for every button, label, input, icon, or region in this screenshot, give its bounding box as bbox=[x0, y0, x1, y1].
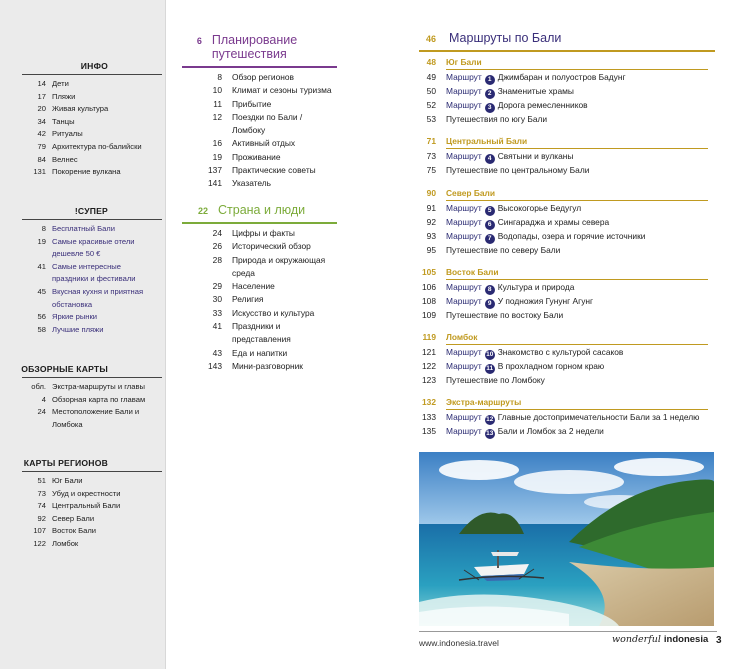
route-entry-text bbox=[436, 150, 573, 164]
sidebar-section-title: КАРТЫ РЕГИОНОВ bbox=[23, 458, 108, 468]
route-group-heading[interactable] bbox=[396, 56, 715, 68]
route-word: Маршрут bbox=[446, 295, 482, 306]
page-number: 143 bbox=[208, 360, 222, 371]
entry-label: Бали и Ломбок за 2 недели bbox=[497, 426, 604, 437]
page-number: 75 bbox=[426, 165, 436, 176]
route-group-divider bbox=[446, 344, 708, 345]
route-entry-text bbox=[436, 244, 560, 257]
route-entry-text bbox=[436, 216, 609, 230]
page-number: 16 bbox=[212, 138, 222, 149]
route-entry[interactable] bbox=[396, 281, 715, 295]
route-entry-text bbox=[436, 346, 623, 360]
section-page-number: 6 bbox=[196, 36, 202, 46]
entry-label: Лучшие пляжи bbox=[52, 324, 104, 334]
route-group-heading[interactable] bbox=[396, 396, 715, 408]
route-word: Маршрут bbox=[446, 151, 482, 162]
route-group-heading[interactable] bbox=[396, 266, 715, 278]
page-number: 106 bbox=[422, 281, 436, 292]
entry-label: У подножия Гунунг Агунг bbox=[497, 295, 594, 306]
toc-entry[interactable] bbox=[182, 280, 337, 293]
entry-label: Население bbox=[232, 281, 275, 292]
sidebar-entry[interactable] bbox=[22, 381, 162, 394]
sidebar-entry[interactable] bbox=[22, 513, 162, 526]
entry-label: Архитектура по-балийски bbox=[52, 141, 142, 151]
route-group-divider bbox=[446, 409, 708, 410]
entry-label: Путешествие по Ломбоку bbox=[446, 375, 545, 386]
page-number: 121 bbox=[422, 347, 436, 358]
page-number: 24 bbox=[37, 407, 46, 417]
page-number: 4 bbox=[41, 394, 46, 404]
page-number: 34 bbox=[37, 116, 46, 126]
toc-entry[interactable] bbox=[182, 320, 337, 347]
entry-label: Дети bbox=[52, 79, 69, 88]
entry-label: Пляжи bbox=[52, 91, 76, 101]
entry-label: Сингараджа и храмы севера bbox=[497, 216, 610, 227]
entry-label: Поездки по Бали / Ломбоку bbox=[232, 111, 303, 136]
page-number: 30 bbox=[212, 294, 222, 305]
route-word: Маршрут bbox=[446, 86, 482, 96]
page-number: 93 bbox=[426, 230, 436, 241]
route-word: Маршрут bbox=[446, 230, 482, 241]
route-word: Маршрут bbox=[446, 347, 482, 358]
route-entry[interactable] bbox=[396, 216, 715, 230]
route-entry-text bbox=[436, 113, 547, 126]
route-group-divider bbox=[446, 200, 708, 201]
page-number: 50 bbox=[426, 86, 436, 96]
section-divider bbox=[182, 66, 337, 68]
route-number-badge: 5 bbox=[485, 206, 495, 216]
route-group-title: Юг Бали bbox=[446, 57, 482, 67]
route-entry-text bbox=[436, 230, 645, 244]
page-number: 8 bbox=[41, 224, 46, 233]
page-number: 41 bbox=[37, 261, 46, 271]
section-page-number: 46 bbox=[425, 34, 436, 44]
sidebar-entry[interactable] bbox=[22, 166, 162, 179]
page-number: 58 bbox=[37, 324, 46, 334]
route-entry[interactable] bbox=[396, 85, 715, 99]
route-group bbox=[396, 396, 715, 439]
route-number-badge: 4 bbox=[485, 154, 495, 164]
page-number: 10 bbox=[212, 85, 222, 96]
page-number: 79 bbox=[37, 141, 46, 151]
page-number: 53 bbox=[426, 114, 436, 124]
route-entry[interactable] bbox=[396, 346, 715, 360]
sidebar-entry[interactable] bbox=[22, 286, 162, 311]
entry-label: Мини-разговорник bbox=[232, 360, 303, 371]
sidebar-entry[interactable] bbox=[22, 311, 162, 324]
page-number: 12 bbox=[212, 111, 222, 122]
page-number: 14 bbox=[37, 79, 46, 88]
entry-label: Обзорная карта по главам bbox=[52, 394, 146, 404]
route-entry-text bbox=[436, 295, 593, 309]
toc-entry[interactable] bbox=[182, 293, 337, 306]
planning-section bbox=[182, 33, 337, 191]
entry-label: Вкусная кухня и приятная обстановка bbox=[52, 286, 144, 309]
entry-label: Путешествие по центральному Бали bbox=[446, 165, 590, 176]
divider bbox=[22, 471, 162, 472]
route-group-divider bbox=[446, 148, 708, 149]
route-number-badge: 1 bbox=[485, 75, 495, 85]
section-divider bbox=[182, 222, 337, 224]
page-number: 91 bbox=[426, 202, 436, 213]
wonderful-indonesia-logo bbox=[612, 634, 708, 645]
route-entry[interactable] bbox=[396, 244, 715, 257]
entry-label: Убуд и окрестности bbox=[52, 488, 121, 498]
entry-label: Ломбок bbox=[52, 538, 79, 548]
entry-label: Танцы bbox=[52, 116, 75, 126]
page-number: 19 bbox=[212, 151, 222, 162]
toc-entry[interactable] bbox=[182, 137, 337, 150]
section-divider bbox=[419, 50, 715, 52]
route-group-title: Экстра-маршруты bbox=[446, 397, 522, 408]
toc-entry[interactable] bbox=[182, 71, 337, 84]
toc-entry[interactable] bbox=[182, 347, 337, 360]
route-group-title: Ломбок bbox=[446, 332, 478, 343]
page-number: 74 bbox=[37, 501, 46, 511]
page-number: 11 bbox=[213, 98, 222, 109]
entry-label: Путешествие по востоку Бали bbox=[446, 309, 564, 320]
entry-label: Указатель bbox=[232, 178, 272, 189]
toc-entry[interactable] bbox=[182, 151, 337, 164]
route-entry-text bbox=[436, 309, 563, 322]
page-number: 29 bbox=[212, 281, 222, 292]
route-number-badge: 6 bbox=[485, 220, 495, 230]
entry-label: Праздники и представления bbox=[232, 321, 291, 345]
toc-entry[interactable] bbox=[182, 240, 337, 253]
entry-label: Святыни и вулканы bbox=[497, 151, 574, 162]
route-group-divider bbox=[446, 279, 708, 280]
entry-label: Джимбаран и полуостров Бадунг bbox=[497, 72, 626, 82]
toc-entry[interactable] bbox=[182, 98, 337, 111]
sidebar-entry[interactable] bbox=[22, 538, 162, 551]
route-entry-text bbox=[436, 71, 626, 85]
entry-label: Исторический обзор bbox=[232, 241, 311, 252]
route-entry-text bbox=[436, 99, 588, 113]
route-group bbox=[396, 187, 715, 257]
page-number: 71 bbox=[426, 136, 436, 147]
sidebar-section-title: ОБЗОРНЫЕ КАРТЫ bbox=[21, 364, 108, 374]
route-entry[interactable] bbox=[396, 374, 715, 387]
entry-label: Север Бали bbox=[52, 513, 95, 523]
routes-section bbox=[403, 31, 715, 439]
entry-label: Путешествие по северу Бали bbox=[446, 244, 561, 255]
sidebar-entry[interactable] bbox=[22, 236, 162, 261]
page-number: 28 bbox=[212, 254, 222, 265]
route-number-badge: 3 bbox=[485, 103, 495, 113]
page-number: 20 bbox=[37, 104, 46, 114]
page-number: 41 bbox=[212, 321, 222, 332]
page-number: 52 bbox=[426, 100, 436, 110]
sidebar-entry[interactable] bbox=[22, 500, 162, 513]
page-number: 45 bbox=[37, 286, 46, 296]
logo-text-wonderful: wonderful bbox=[612, 634, 664, 645]
route-entry[interactable] bbox=[396, 99, 715, 113]
route-group-heading[interactable] bbox=[396, 331, 715, 343]
route-entry[interactable] bbox=[396, 164, 715, 177]
page-number: 84 bbox=[37, 154, 46, 164]
route-number-badge: 12 bbox=[486, 416, 494, 424]
route-number-badge: 10 bbox=[486, 351, 494, 359]
entry-label: Восток Бали bbox=[52, 526, 97, 536]
sidebar-entry[interactable] bbox=[22, 475, 162, 488]
sidebar-entry[interactable] bbox=[22, 324, 162, 337]
country-section bbox=[182, 203, 337, 373]
entry-label: Климат и сезоны туризма bbox=[232, 85, 332, 96]
route-word: Маршрут bbox=[446, 100, 482, 110]
page-number: 123 bbox=[422, 375, 436, 386]
section-title: Планирование путешествия bbox=[211, 33, 298, 61]
entry-label: Самые красивые отели дешевле 50 € bbox=[52, 236, 135, 259]
sidebar-entry[interactable] bbox=[22, 116, 162, 129]
toc-entry[interactable] bbox=[182, 177, 337, 190]
page-number: 42 bbox=[37, 129, 46, 139]
beach-photo bbox=[419, 452, 714, 626]
page-number: 92 bbox=[37, 513, 46, 523]
sidebar-entry[interactable] bbox=[22, 223, 162, 236]
page-number: 56 bbox=[37, 312, 46, 322]
toc-entry[interactable] bbox=[182, 164, 337, 177]
entry-label: В прохладном горном краю bbox=[497, 361, 605, 372]
sidebar bbox=[0, 0, 166, 669]
route-entry-text bbox=[436, 202, 581, 216]
route-group-heading[interactable] bbox=[396, 135, 715, 147]
sidebar-info-section bbox=[22, 61, 162, 179]
footer-url[interactable]: www.indonesia.travel bbox=[419, 638, 499, 648]
route-word: Маршрут bbox=[446, 281, 482, 292]
entry-label: Природа и окружающая среда bbox=[232, 254, 326, 278]
page-number: обл. bbox=[31, 382, 46, 391]
toc-entry[interactable] bbox=[182, 84, 337, 97]
page-number: 107 bbox=[33, 526, 46, 536]
route-group-title: Восток Бали bbox=[446, 266, 499, 277]
route-entry-text bbox=[436, 85, 574, 99]
route-word: Маршрут bbox=[446, 72, 482, 82]
page-number: 122 bbox=[422, 361, 436, 372]
toc-entry[interactable] bbox=[182, 254, 337, 281]
route-entry[interactable] bbox=[396, 71, 715, 85]
route-group bbox=[396, 331, 715, 387]
route-word: Маршрут bbox=[446, 361, 482, 372]
entry-label: Бесплатный Бали bbox=[52, 224, 115, 233]
page-number: 19 bbox=[37, 236, 46, 246]
route-number-badge: 2 bbox=[485, 89, 495, 99]
route-group-divider bbox=[446, 69, 708, 70]
entry-label: Проживание bbox=[232, 151, 281, 162]
divider bbox=[22, 219, 162, 220]
page-number: 8 bbox=[217, 72, 222, 82]
route-word: Маршрут bbox=[446, 426, 482, 437]
section-title: Страна и люди bbox=[218, 203, 306, 217]
page-number: 131 bbox=[33, 167, 46, 177]
page-number: 132 bbox=[422, 397, 436, 408]
route-number-badge: 8 bbox=[485, 285, 495, 295]
toc-entry[interactable] bbox=[182, 111, 337, 138]
sidebar-entry[interactable] bbox=[22, 488, 162, 501]
sidebar-section-title: ИНФО bbox=[80, 61, 108, 71]
route-group bbox=[396, 135, 715, 177]
route-group-title: Север Бали bbox=[446, 187, 495, 198]
route-entry-text bbox=[436, 360, 604, 374]
entry-label: Живая культура bbox=[52, 104, 109, 114]
route-entry[interactable] bbox=[396, 202, 715, 216]
route-number-badge: 11 bbox=[486, 365, 494, 373]
toc-entry[interactable] bbox=[182, 360, 337, 373]
route-entry[interactable] bbox=[396, 411, 715, 425]
footer-divider bbox=[419, 631, 717, 632]
entry-label: Еда и напитки bbox=[232, 347, 288, 358]
route-entry[interactable] bbox=[396, 113, 715, 126]
route-word: Маршрут bbox=[446, 216, 482, 227]
entry-label: Дорога ремесленников bbox=[497, 100, 588, 110]
page-number: 49 bbox=[426, 72, 436, 82]
sidebar-region-maps-section bbox=[22, 458, 162, 551]
route-group-title: Центральный Бали bbox=[446, 136, 528, 147]
sidebar-entry[interactable] bbox=[22, 406, 162, 431]
route-entry[interactable] bbox=[396, 295, 715, 309]
page-number: 135 bbox=[422, 426, 436, 437]
route-entry-text bbox=[436, 164, 589, 177]
entry-label: Высокогорье Бедугул bbox=[497, 202, 582, 213]
page-number: 17 bbox=[37, 91, 46, 101]
page-number: 95 bbox=[426, 244, 436, 255]
divider bbox=[22, 377, 162, 378]
page-number: 51 bbox=[37, 476, 46, 485]
route-entry[interactable] bbox=[396, 230, 715, 244]
entry-label: Центральный Бали bbox=[52, 501, 121, 511]
page-number: 43 bbox=[212, 347, 222, 358]
route-number-badge: 7 bbox=[485, 234, 495, 244]
sidebar-entry[interactable] bbox=[22, 128, 162, 141]
route-word: Маршрут bbox=[446, 412, 482, 423]
entry-label: Покорение вулкана bbox=[52, 167, 121, 177]
page-number: 119 bbox=[422, 332, 436, 343]
entry-label: Культура и природа bbox=[497, 281, 575, 292]
page-number: 122 bbox=[33, 538, 46, 548]
entry-label: Яркие рынки bbox=[52, 312, 98, 322]
sidebar-entry[interactable] bbox=[22, 154, 162, 167]
sidebar-super-section bbox=[22, 206, 162, 336]
route-word: Маршрут bbox=[446, 202, 482, 213]
route-entry-text bbox=[436, 411, 699, 425]
page-number: 108 bbox=[422, 295, 436, 306]
entry-label: Ритуалы bbox=[52, 129, 83, 139]
route-group-heading[interactable] bbox=[396, 187, 715, 199]
sidebar-section-title: СУПЕР! bbox=[74, 206, 108, 216]
entry-label: Обзор регионов bbox=[232, 72, 294, 82]
page-number: 3 bbox=[716, 635, 722, 646]
route-entry[interactable] bbox=[396, 425, 715, 439]
logo-text-indonesia: indonesia bbox=[663, 634, 709, 645]
page-number: 109 bbox=[422, 309, 436, 320]
sidebar-entry[interactable] bbox=[22, 394, 162, 407]
page-number: 90 bbox=[426, 187, 436, 198]
page-number: 26 bbox=[212, 241, 222, 252]
page-number: 141 bbox=[208, 178, 222, 189]
route-entry[interactable] bbox=[396, 150, 715, 164]
route-entry-text bbox=[436, 425, 604, 439]
entry-label: Юг Бали bbox=[52, 476, 83, 485]
entry-label: Путешествия по югу Бали bbox=[446, 114, 548, 124]
beach-photo-illustration bbox=[419, 452, 714, 626]
entry-label: Знаменитые храмы bbox=[497, 86, 574, 96]
entry-label: Знакомство с культурой сасаков bbox=[497, 347, 624, 358]
page-number: 33 bbox=[212, 307, 222, 318]
route-group bbox=[396, 266, 715, 322]
entry-label: Искусство и культура bbox=[232, 307, 315, 318]
page-number: 133 bbox=[422, 412, 436, 423]
sidebar-entry[interactable] bbox=[22, 91, 162, 104]
entry-label: Экстра-маршруты и главы bbox=[52, 382, 145, 391]
entry-label: Главные достопримечательности Бали за 1 неделю bbox=[497, 412, 700, 423]
route-number-badge: 13 bbox=[486, 430, 494, 438]
route-number-badge: 9 bbox=[485, 299, 495, 309]
entry-label: Прибытие bbox=[232, 98, 272, 109]
page-number: 105 bbox=[422, 266, 436, 277]
entry-label: Религия bbox=[232, 294, 264, 305]
sidebar-overview-maps-section bbox=[22, 364, 162, 431]
page-number: 137 bbox=[208, 165, 222, 176]
sidebar-entry[interactable] bbox=[22, 261, 162, 286]
entry-label: Велнес bbox=[52, 154, 78, 164]
sidebar-entry[interactable] bbox=[22, 103, 162, 116]
toc-entry[interactable] bbox=[182, 307, 337, 320]
divider bbox=[22, 74, 162, 75]
sidebar-entry[interactable] bbox=[22, 78, 162, 91]
section-title: Маршруты по Бали bbox=[449, 31, 562, 45]
route-entry[interactable] bbox=[396, 360, 715, 374]
page-number: 92 bbox=[426, 216, 436, 227]
page-number: 73 bbox=[37, 488, 46, 498]
entry-label: Практические советы bbox=[232, 165, 316, 176]
page-number: 24 bbox=[212, 228, 222, 238]
route-group bbox=[396, 56, 715, 126]
route-entry[interactable] bbox=[396, 309, 715, 322]
entry-label: Местоположение Бали и Ломбока bbox=[52, 407, 140, 429]
entry-label: Водопады, озера и горячие источники bbox=[497, 230, 646, 241]
page-number: 48 bbox=[426, 57, 436, 67]
page-number: 73 bbox=[426, 151, 436, 162]
sidebar-entry[interactable] bbox=[22, 525, 162, 538]
sidebar-entry[interactable] bbox=[22, 141, 162, 154]
route-entry-text bbox=[436, 281, 574, 295]
entry-label: Цифры и факты bbox=[232, 228, 295, 238]
route-entry-text bbox=[436, 374, 545, 387]
entry-label: Самые интересные праздники и фестивали bbox=[52, 261, 136, 284]
section-page-number: 22 bbox=[197, 206, 208, 216]
entry-label: Активный отдых bbox=[232, 138, 296, 149]
toc-entry[interactable] bbox=[182, 227, 337, 240]
